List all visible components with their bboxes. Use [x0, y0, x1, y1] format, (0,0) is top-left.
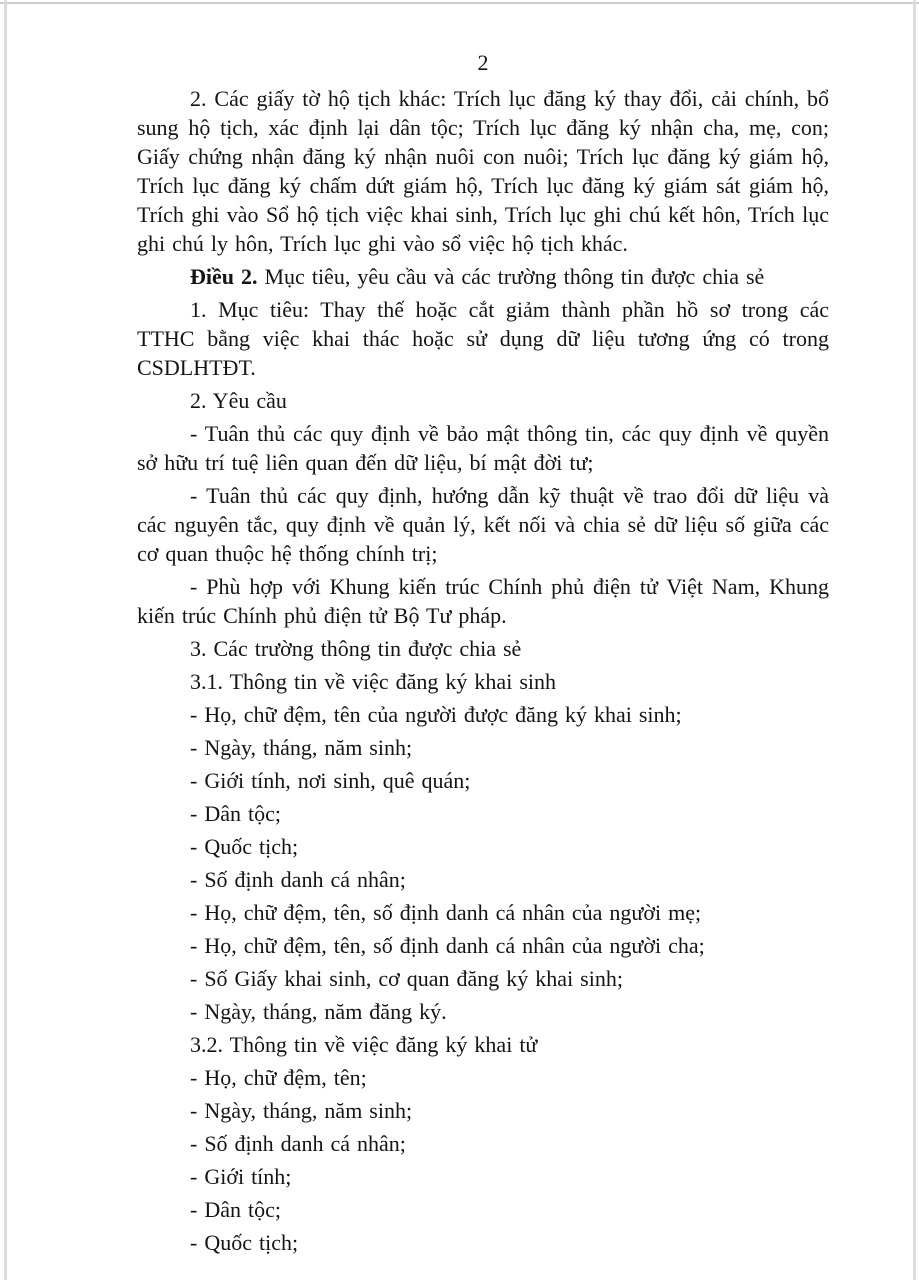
paragraph: - Tuân thủ các quy định về bảo mật thông tin, các quy định về quyền sở hữu trí tuệ liên quan đến dữ liệu, bí mật đời tư; [137, 421, 829, 475]
paragraph: - Ngày, tháng, năm sinh; [190, 1098, 413, 1123]
page-edge-right [913, 0, 916, 1280]
paragraph: 2. Các giấy tờ hộ tịch khác: Trích lục đăng ký thay đổi, cải chính, bổ sung hộ tịch, xác định lại dân tộc; Trích lục đăng ký nhận cha, mẹ, con; Giấy chứng nhận đăng ký nhận nuôi con nuôi; Trích lục đăng ký giám hộ, Trích lục đăng ký chấm dứt giám hộ, Trích lục đăng ký giám sát giám hộ, Trích ghi vào Sổ hộ tịch việc khai sinh, Trích lục ghi chú kết hôn, Trích lục ghi chú ly hôn, Trích lục ghi vào sổ việc hộ tịch khác. [137, 86, 829, 256]
paragraph: - Tuân thủ các quy định, hướng dẫn kỹ thuật về trao đổi dữ liệu và các nguyên tắc, quy định về quản lý, kết nối và chia sẻ dữ liệu số giữa các cơ quan thuộc hệ thống chính trị; [137, 483, 829, 566]
page-number: 2 [477, 50, 489, 75]
article-heading: Điều 2. Mục tiêu, yêu cầu và các trường thông tin được chia sẻ [190, 264, 765, 289]
paragraph: - Quốc tịch; [190, 1230, 299, 1255]
paragraph: - Dân tộc; [190, 801, 281, 826]
paragraph: - Họ, chữ đệm, tên; [190, 1065, 367, 1090]
paragraph: 3.2. Thông tin về việc đăng ký khai tử [190, 1032, 538, 1057]
paragraph: - Họ, chữ đệm, tên, số định danh cá nhân của người cha; [190, 933, 705, 958]
paragraph: 1. Mục tiêu: Thay thế hoặc cắt giảm thành phần hồ sơ trong các TTHC bằng việc khai thác hoặc sử dụng dữ liệu tương ứng có trong CSDLHTĐT. [137, 297, 829, 380]
page-edge-top [0, 2, 919, 4]
document-body [137, 84, 829, 1261]
paragraph: - Giới tính, nơi sinh, quê quán; [190, 768, 471, 793]
paragraph: - Ngày, tháng, năm đăng ký. [190, 999, 447, 1024]
paragraph: - Họ, chữ đệm, tên, số định danh cá nhân của người mẹ; [190, 900, 702, 925]
paragraph: - Ngày, tháng, năm sinh; [190, 735, 413, 760]
article-label: Điều 2. [190, 264, 258, 289]
paragraph: 3.1. Thông tin về việc đăng ký khai sinh [190, 669, 556, 694]
paragraph: - Số Giấy khai sinh, cơ quan đăng ký khai sinh; [190, 966, 623, 991]
paragraph: - Quốc tịch; [190, 834, 299, 859]
paragraph: 2. Yêu cầu [190, 388, 287, 413]
paragraph: - Số định danh cá nhân; [190, 867, 406, 892]
page-edge-left [4, 0, 7, 1280]
paragraph: - Dân tộc; [190, 1197, 281, 1222]
paragraph: - Giới tính; [190, 1164, 292, 1189]
paragraph: 3. Các trường thông tin được chia sẻ [190, 636, 522, 661]
paragraph: - Họ, chữ đệm, tên của người được đăng ký khai sinh; [190, 702, 682, 727]
paragraph: - Phù hợp với Khung kiến trúc Chính phủ điện tử Việt Nam, Khung kiến trúc Chính phủ điện tử Bộ Tư pháp. [137, 574, 829, 628]
paragraph: - Số định danh cá nhân; [190, 1131, 406, 1156]
